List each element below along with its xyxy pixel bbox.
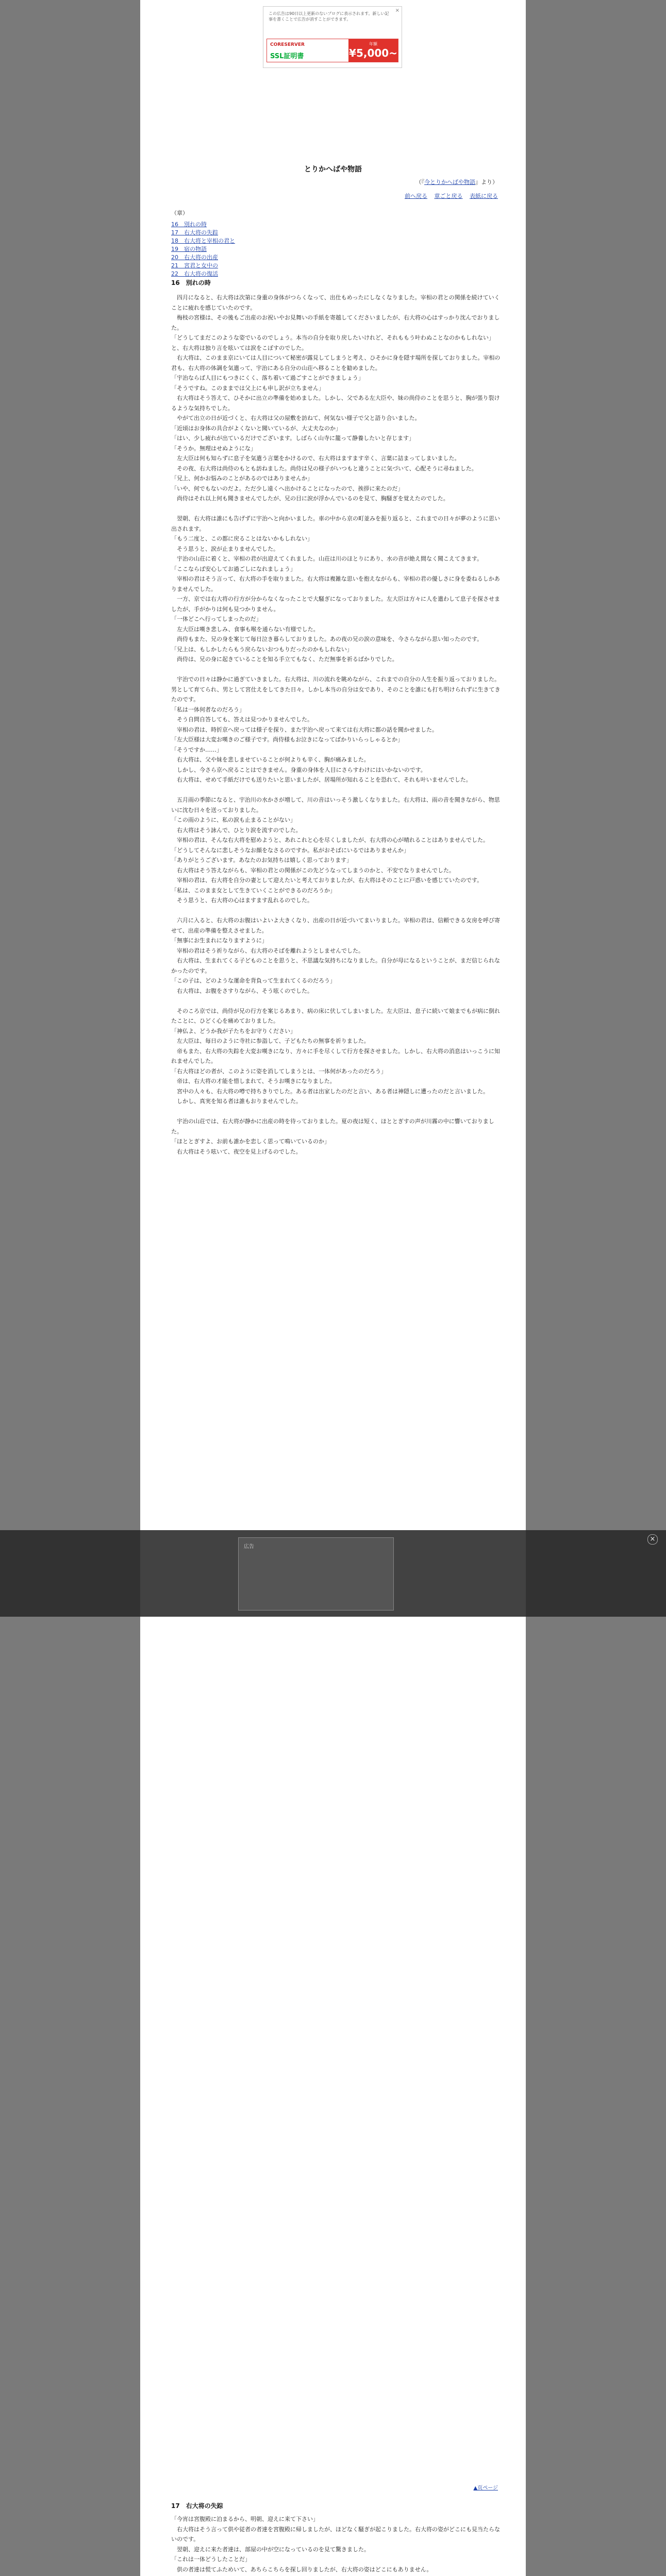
toc-link[interactable]: 22 右大将の復活 <box>171 270 218 277</box>
table-of-contents <box>171 221 235 278</box>
toc-link[interactable]: 20 右大将の出産 <box>171 254 218 261</box>
page-top-link[interactable]: ▲页ページ <box>473 2485 498 2491</box>
nav-back-link[interactable]: 前へ戻る <box>405 193 427 199</box>
overlay-close-icon[interactable]: × <box>647 1534 658 1545</box>
source-note <box>416 178 498 186</box>
toc-item <box>171 229 235 237</box>
ad-banner-title: SSL証明書 <box>270 53 304 60</box>
page <box>140 0 526 2576</box>
toc-heading: （章） <box>171 210 188 216</box>
ad-price-box[interactable] <box>348 39 398 62</box>
ad-price: ¥5,000~ <box>349 47 397 59</box>
overlay-ad[interactable] <box>238 1537 394 1611</box>
toc-link[interactable]: 21 宮君と女中の <box>171 262 218 269</box>
nav-cover-link[interactable]: 表紙に戻る <box>470 193 498 199</box>
ad-price-caption: 年額 <box>369 42 377 46</box>
source-prefix: （『 <box>415 179 424 185</box>
ad-box[interactable] <box>263 6 402 68</box>
section-body: 「今宵は宮腹殿に泊まるから、明朝、迎えに来て下さい」 右大将はそう言って供や従者の者達を宮腹殿に帰しましたが、ほどなく騒ぎが起こりました。右大将の姿がどこにも見当たらないのです。 翌朝、迎えに来た者達は、部屋の中が空になっているのを見て驚きました。 「これは一体どうしたことだ」 供の者達は慌てふためいて、あちらこちらを探し回りましたが、右大将の姿はどこにもありません。 <box>171 2516 500 2573</box>
overlay-ad-label: 広告 <box>244 1544 254 1550</box>
ad-banner[interactable] <box>267 39 398 62</box>
toc-item <box>171 253 235 262</box>
toc-item <box>171 221 235 229</box>
toc-item <box>171 245 235 253</box>
nav-chapter-back-link[interactable]: 章ごと戻る <box>434 193 463 199</box>
source-suffix: 』より） <box>475 179 498 185</box>
toc-link[interactable]: 17 右大将の失踪 <box>171 229 218 236</box>
top-nav <box>399 192 498 200</box>
section-title: 17 右大将の失踪 <box>171 2502 223 2510</box>
toc-link[interactable]: 19 宿の物語 <box>171 246 207 252</box>
toc-link[interactable]: 16 別れの時 <box>171 221 207 228</box>
ad-close-icon[interactable]: × <box>395 8 399 13</box>
source-link[interactable]: 今とりかへばや物語 <box>424 179 475 185</box>
section-body: 四月になると、右大将は次第に身重の身体がつらくなって、出仕もめったにしなくなりました。宰相の君との関係を続けていくことに疲れを感じていたのです。 梅枝の宮様は、その後もご出産のお祝いやお見舞いの手紙を寄越してくださいましたが、右大将の心はすっかり沈んでおりました。 「どうしてまだこのような姿でいるのでしょう。本当の自分を取り戻したいけれど、それももう叶わぬことなのかもしれない」 と、右大将は独り言を呟いては涙をこぼすのでした。 右大将は、このまま京にいては人目について秘密が露見してしまうと考え、ひそかに身を隠す場所を探しておりました。宰相の君も、右大将の体調を気遣って、宇治にある自分の山荘へ移ることを勧めました。 「宇治ならば人目にもつきにくく、落ち着いて過ごすことができましょう」 「そうですね。このままでは父上にも申し訳が立ちません」 右大将はそう答えて、ひそかに出立の準備を始めました。しかし、父である左大臣や、妹の尚侍のことを思うと、胸が張り裂けるような気持ちでした。 やがて出立の日が近づくと、右大将は父の屋敷を訪ねて、何気ない様子で父と語り合いました。 「近頃はお身体の具合がよくないと聞いているが、大丈夫なのか」 「はい、少し疲れが出ているだけでございます。しばらく山寺に籠って静養したいと存じます」 「そうか。無理はせぬようにな」 左大臣は何も知らずに息子を気遣う言葉をかけるので、右大将はますます辛く、言葉に詰まってしまいました。 その夜、右大将は尚侍のもとも訪ねました。尚侍は兄の様子がいつもと違うことに気づいて、心配そうに尋ねました。 「兄上、何かお悩みのことがあるのではありませんか」 「いや、何でもないのだよ。ただ少し遠くへ出かけることになったので、挨拶に来たのだ」 尚侍はそれ以上何も聞きませんでしたが、兄の目に涙が浮かんでいるのを見て、胸騒ぎを覚えたのでした。 翌朝、右大将は誰にも告げずに宇治へと向かいました。車の中から京の町並みを振り返ると、これまでの日々が夢のように思い出されます。 「もう二度と、この都に戻ることはないかもしれない」 そう思うと、涙が止まりませんでした。 宇治の山荘に着くと、宰相の君が出迎えてくれました。山荘は川のほとりにあり、水の音が絶え間なく聞こえてきます。 「ここならば安心してお過ごしになれましょう」 宰相の君はそう言って、右大将の手を取りました。右大将は複雑な思いを抱えながらも、宰相の君の優しさに身を委ねるしかありませんでした。 一方、京では右大将の行方が分からなくなったことで大騒ぎになっておりました。左大臣は方々に人を遣わして息子を探させましたが、手がかりは何も見つかりません。 「一体どこへ行ってしまったのだ」 左大臣は嘆き悲しみ、食事も喉を通らない有様でした。 尚侍もまた、兄の身を案じて毎日泣き暮らしておりました。あの夜の兄の涙の意味を、今さらながら思い知ったのです。 「兄上は、もしかしたらもう戻らないおつもりだったのかもしれない」 尚侍は、兄の身に起きていることを知る手立てもなく、ただ無事を祈るばかりでした。 宇治での日々は静かに過ぎていきました。右大将は、川の流れを眺めながら、これまでの自分の人生を振り返っておりました。男として育てられ、男として宮仕えをしてきた日々。しかし本当の自分は女であり、そのことを誰にも打ち明けられずに生きてきたのです。 「私は一体何者なのだろう」 そう自問自答しても、答えは見つかりませんでした。 宰相の君は、時折京へ戻っては様子を探り、また宇治へ戻って来ては右大将に都の話を聞かせました。 「左大臣様は大変お嘆きのご様子です。尚侍様もお泣きになってばかりいらっしゃるとか」 「そうですか……」 右大将は、父や妹を悲しませていることが何よりも辛く、胸が痛みました。 しかし、今さら京へ戻ることはできません。身重の身体を人目にさらすわけにはいかないのです。 右大将は、せめて手紙だけでも送りたいと思いましたが、居場所が知れることを恐れて、それも叶いませんでした。 五月雨の季節になると、宇治川の水かさが増して、川の音はいっそう激しくなりました。右大将は、雨の音を聞きながら、物思いに沈む日々を送っておりました。 「この雨のように、私の涙も止まることがない」 右大将はそう詠んで、ひとり涙を流すのでした。 宰相の君は、そんな右大将を慰めようと、あれこれと心を尽くしましたが、右大将の心が晴れることはありませんでした。 「どうしてそんなに悲しそうなお顔をなさるのですか。私がおそばにいるではありませんか」 「ありがとうございます。あなたのお気持ちは嬉しく思っております」 右大将はそう答えながらも、宰相の君との関係がこの先どうなってしまうのかと、不安でなりませんでした。 宰相の君は、右大将を自分の妻として迎えたいと考えておりましたが、右大将はそのことに戸惑いを感じていたのです。 「私は、このまま女として生きていくことができるのだろうか」 そう思うと、右大将の心はますます乱れるのでした。 六月に入ると、右大将のお腹はいよいよ大きくなり、出産の日が近づいてまいりました。宰相の君は、信頼できる女房を呼び寄せて、出産の準備を整えさせました。 「無事にお生まれになりますように」 宰相の君はそう祈りながら、右大将のそばを離れようとしませんでした。 右大将は、生まれてくる子どものことを思うと、不思議な気持ちになりました。自分が母になるということが、まだ信じられなかったのです。 「この子は、どのような運命を背負って生まれてくるのだろう」 右大将は、お腹をさすりながら、そう呟くのでした。 そのころ京では、尚侍が兄の行方を案じるあまり、病の床に伏してしまいました。左大臣は、息子に続いて娘までもが病に倒れたことに、ひどく心を痛めておりました。 「神仏よ、どうか我が子たちをお守りください」 左大臣は、毎日のように寺社に参詣して、子どもたちの無事を祈りました。 帝もまた、右大将の失踪を大変お嘆きになり、方々に手を尽くして行方を探させました。しかし、右大将の消息はいっこうに知れませんでした。 「右大将ほどの者が、このように姿を消してしまうとは、一体何があったのだろう」 帝は、右大将の才能を惜しまれて、そうお嘆きになりました。 宮中の人々も、右大将の噂で持ちきりでした。ある者は出家したのだと言い、ある者は神隠しに遭ったのだと言いました。 しかし、真実を知る者は誰もおりませんでした。 宇治の山荘では、右大将が静かに出産の時を待っておりました。夏の夜は短く、ほととぎすの声が川霧の中に響いておりました。 「ほととぎすよ、お前も誰かを恋しく思って鳴いているのか」 右大将はそう呟いて、夜空を見上げるのでした。 <box>171 294 501 1155</box>
section-title: 16 別れの時 <box>171 279 211 286</box>
ad-notice-text: この広告は90日以上更新のないブログに表示されます。新しい記事を書くことで広告が消すことができます。 <box>269 11 389 22</box>
toc-item <box>171 237 235 245</box>
ad-logo: CORESERVER <box>270 42 305 47</box>
toc-item <box>171 270 235 278</box>
toc-item <box>171 262 235 270</box>
toc-link[interactable]: 18 右大将と宰相の君と <box>171 238 235 244</box>
overlay-ad-bar[interactable] <box>0 1530 666 1617</box>
page-title: とりかへばや物語 <box>304 165 362 174</box>
page-top-nav <box>474 2483 498 2491</box>
